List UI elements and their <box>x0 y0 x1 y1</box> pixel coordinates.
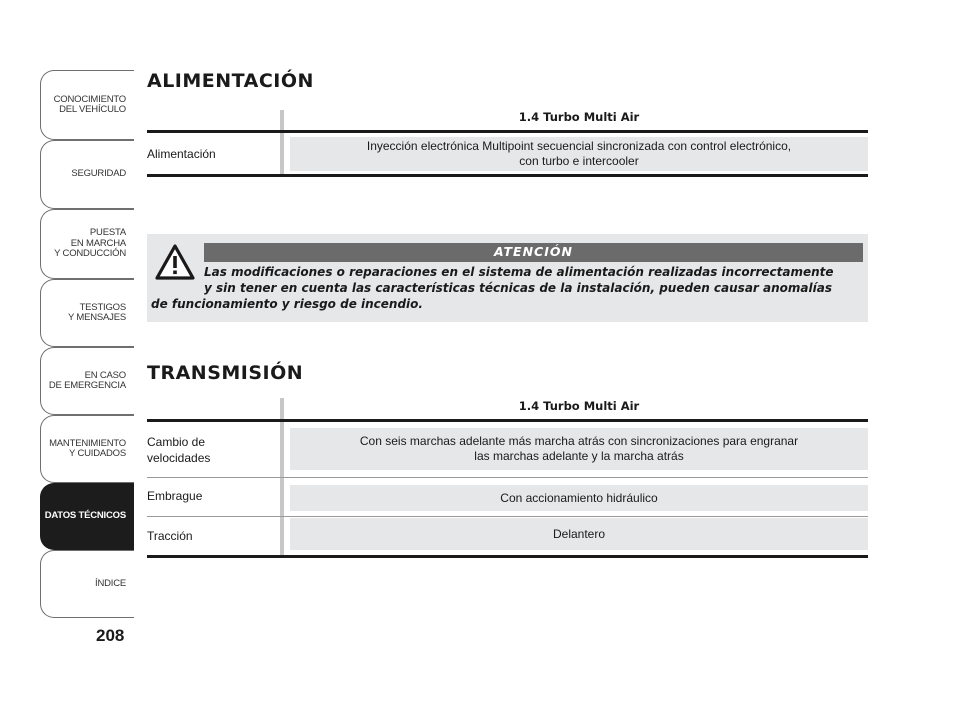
value-line-2: las marchas adelante y la marcha atrás <box>474 449 684 463</box>
warning-line-1: Las modificaciones o reparaciones en el sistema de alimentación realizadas incorrectamente <box>204 265 834 279</box>
tab-puesta-en-marcha[interactable]: PUESTA EN MARCHA Y CONDUCCIÓN <box>40 209 134 279</box>
section-title-alimentacion: ALIMENTACIÓN <box>147 70 314 92</box>
table-top-rule <box>147 419 868 422</box>
tab-datos-tecnicos[interactable]: DATOS TÉCNICOS <box>40 483 134 550</box>
table-bottom-rule <box>147 174 868 177</box>
warning-title: ATENCIÓN <box>494 244 573 259</box>
row-separator <box>147 516 868 517</box>
table-top-rule <box>147 130 868 133</box>
row-label-traccion: Tracción <box>147 529 193 543</box>
value-line-2: con turbo e intercooler <box>519 154 639 168</box>
warning-line-2: y sin tener en cuenta las características técnicas de la instalación, pueden causar anomalías <box>204 281 832 295</box>
tab-seguridad[interactable]: SEGURIDAD <box>40 140 134 209</box>
row-value-embrague: Con accionamiento hidráulico <box>290 485 868 511</box>
column-divider <box>280 398 284 558</box>
row-label-cambio <box>147 434 210 466</box>
warning-text <box>151 264 865 312</box>
tab-indice[interactable]: ÍNDICE <box>40 550 134 618</box>
table-bottom-rule <box>147 555 868 558</box>
value-line-1: Inyección electrónica Multipoint secuencial sincronizada con control electrónico, <box>366 139 792 153</box>
column-divider <box>280 110 284 176</box>
column-header: 1.4 Turbo Multi Air <box>518 399 640 413</box>
tab-mantenimiento-y-cuidados[interactable]: MANTENIMIENTO Y CUIDADOS <box>40 415 134 483</box>
label-line-1: Cambio de <box>147 435 206 449</box>
tab-testigos-y-mensajes[interactable]: TESTIGOS Y MENSAJES <box>40 279 134 347</box>
row-value-cambio <box>290 428 868 470</box>
row-label-alimentacion: Alimentación <box>147 147 216 161</box>
warning-box <box>147 234 868 322</box>
tab-conocimiento-del-vehiculo[interactable]: CONOCIMIENTO DEL VEHÍCULO <box>40 70 134 140</box>
label-line-2: velocidades <box>147 451 211 465</box>
row-value-traccion: Delantero <box>290 518 868 550</box>
warning-line-3: de funcionamiento y riesgo de incendio. <box>151 297 423 311</box>
row-separator <box>147 477 868 478</box>
value-line-1: Con seis marchas adelante más marcha atrás con sincronizaciones para engranar <box>359 434 799 448</box>
row-value-alimentacion <box>290 137 868 171</box>
tab-en-caso-de-emergencia[interactable]: EN CASO DE EMERGENCIA <box>40 347 134 415</box>
page-number: 208 <box>96 626 125 645</box>
column-header: 1.4 Turbo Multi Air <box>518 110 640 124</box>
section-title-transmision: TRANSMISIÓN <box>147 362 304 384</box>
row-label-embrague: Embrague <box>147 489 203 503</box>
